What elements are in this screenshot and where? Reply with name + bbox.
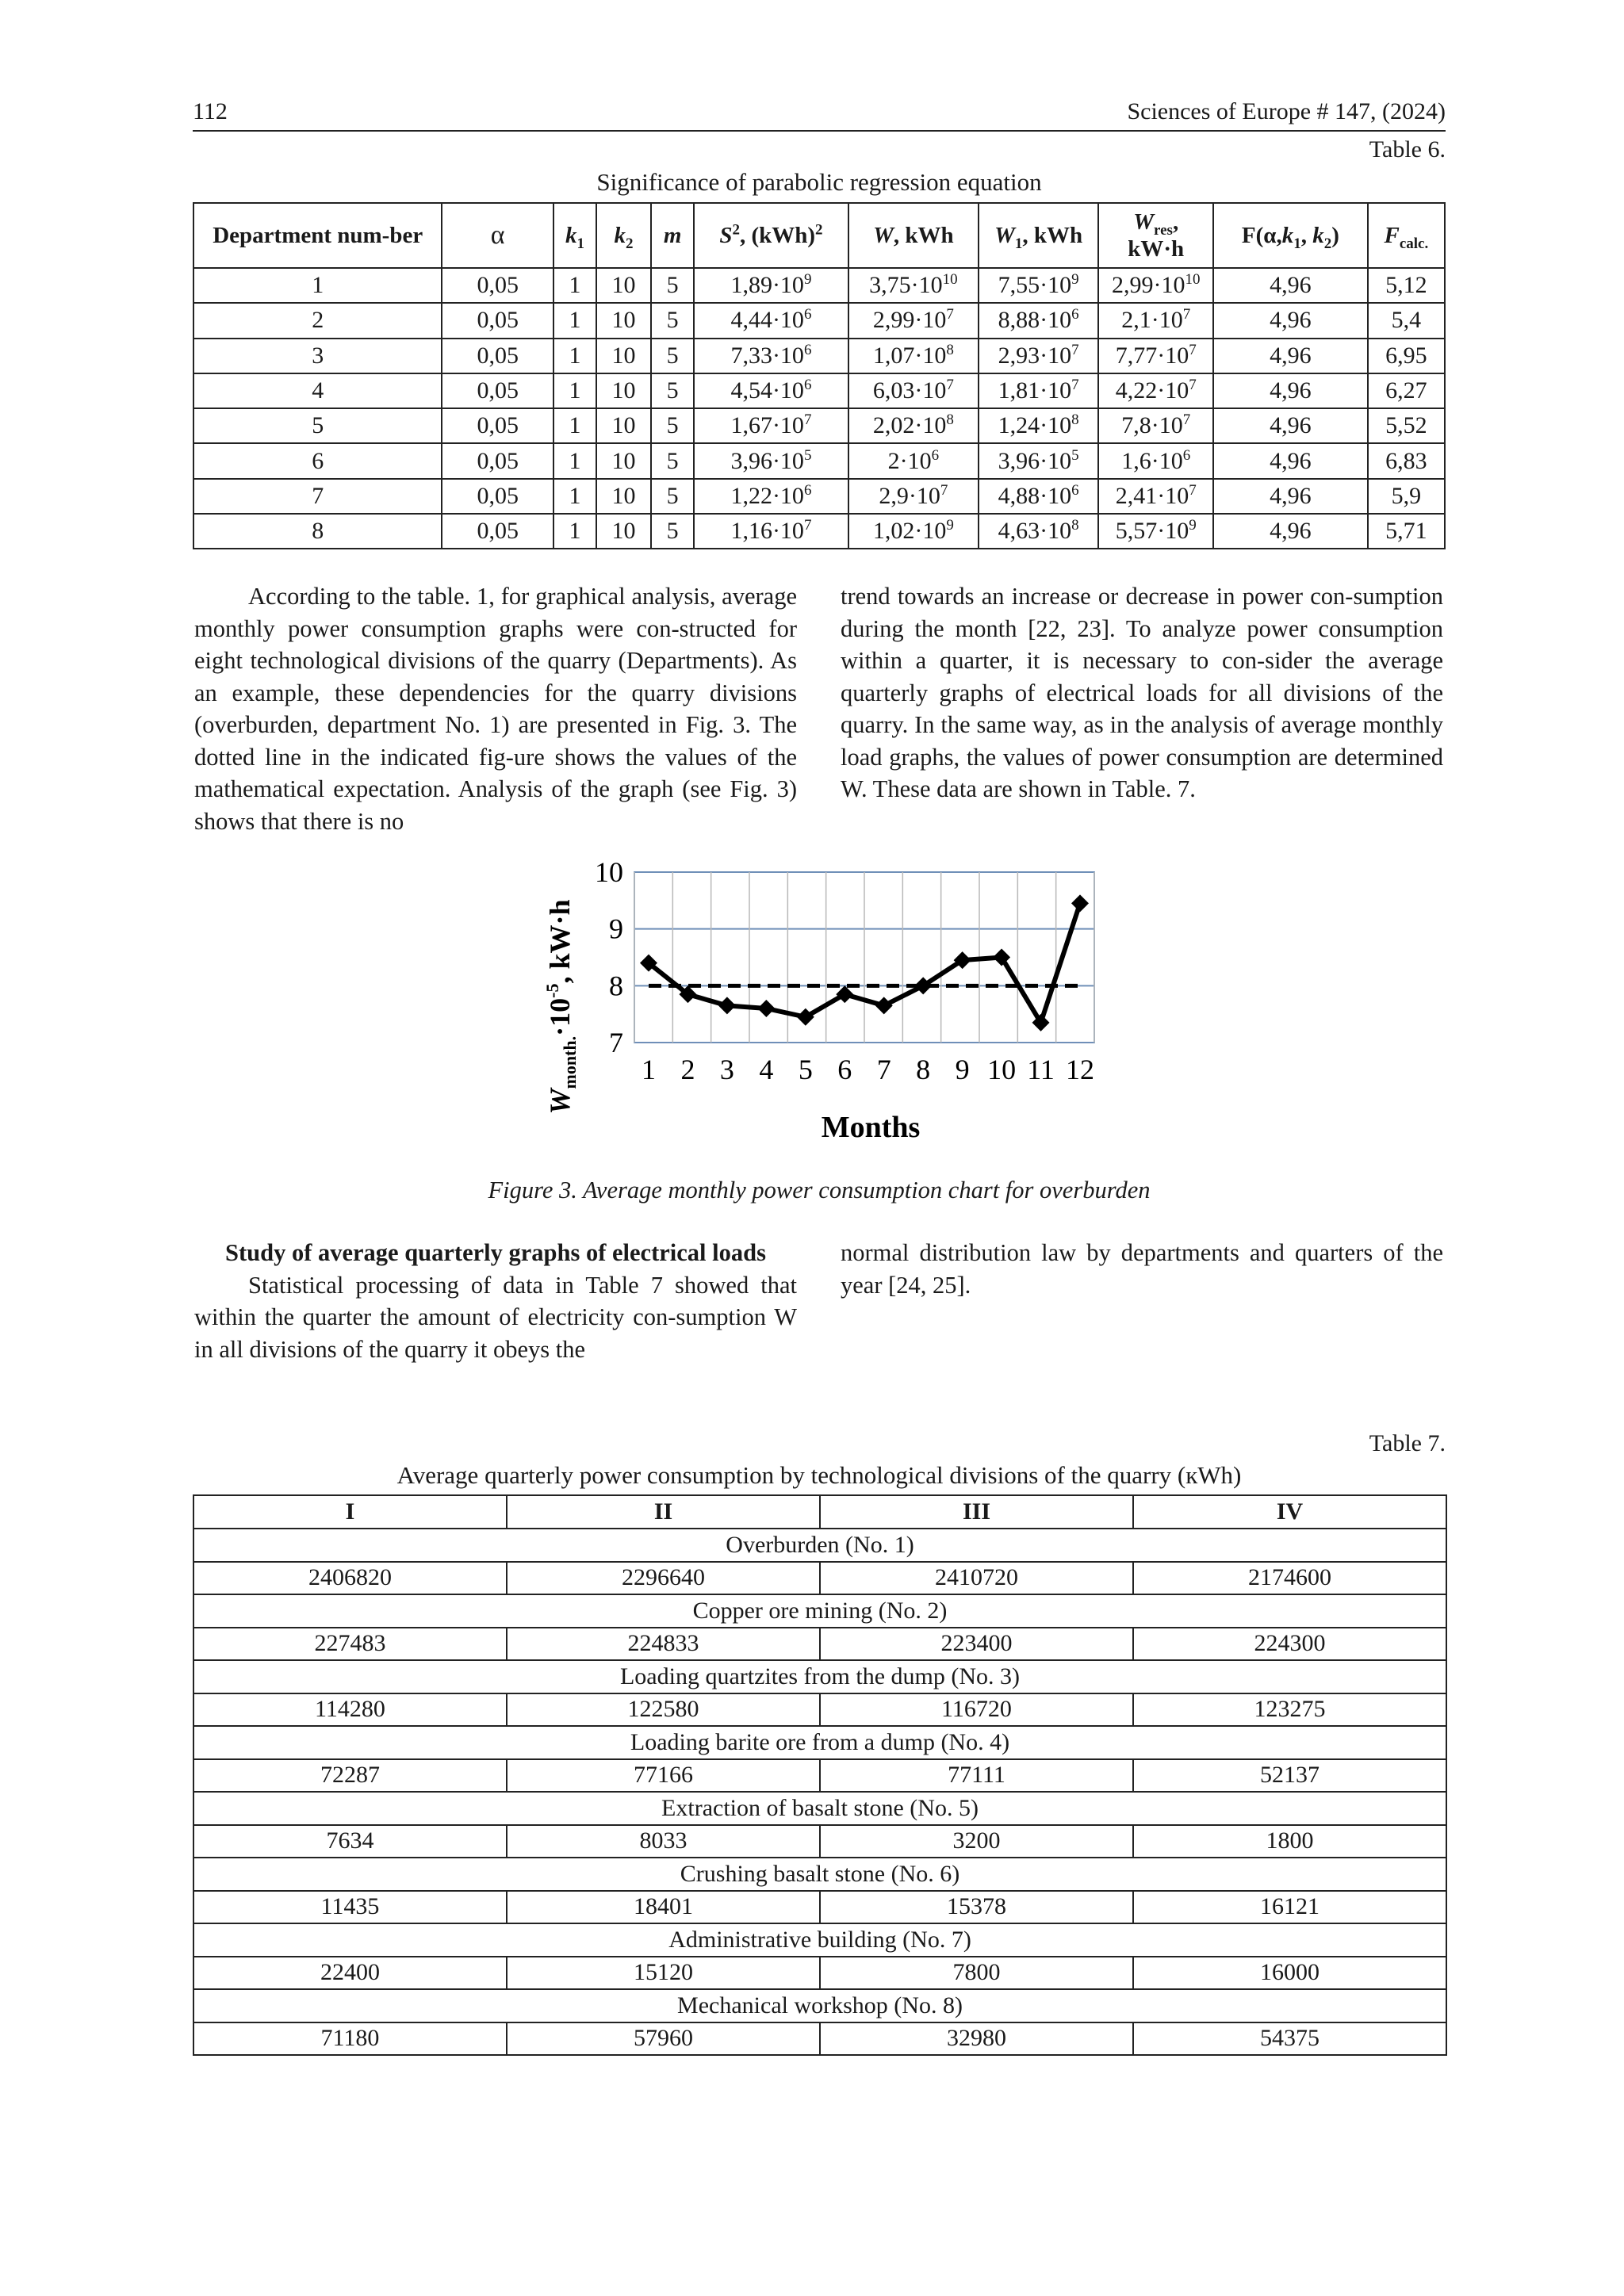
table-cell: 32980 (820, 2022, 1133, 2056)
table-cell: 122580 (507, 1693, 820, 1727)
col-k1: $k_1$ (553, 203, 596, 268)
cell-fcalc: 5,9 (1368, 479, 1445, 514)
cell-fcalc: 5,4 (1368, 303, 1445, 338)
table-cell: 15120 (507, 1957, 820, 1990)
paragraph: According to the table. 1, for graphical analysis, average monthly power consumption graphs were con-structed for eight technological divisions of the quarry (Departments). As an example, these dependencies for the quarry divisions (overburden, department No. 1) are presented in Fig. 3. The dotted line in the indicated fig-ure shows the values of the mathematical expectation. Analysis of the graph (see Fig. 3) shows that there is no (194, 583, 797, 835)
cell-fcalc: 5,71 (1368, 514, 1445, 549)
group-title: Mechanical workshop (No. 8) (193, 1989, 1446, 2022)
table-row (193, 1628, 1446, 1661)
x-tick-label: 9 (955, 1054, 970, 1085)
cell-w1: $8,88\cdot 10^6$ (979, 303, 1098, 338)
group-title: Administrative building (No. 7) (193, 1923, 1446, 1957)
table7-caption: Average quarterly power consumption by technological divisions of the quarry (кWh) (396, 1461, 1242, 1489)
cell-k1: 1 (553, 443, 596, 478)
cell-f: 4,96 (1213, 443, 1368, 478)
table-cell: 16121 (1133, 1891, 1446, 1924)
cell-wres: $4,22\cdot 10^7$ (1098, 373, 1213, 408)
table-row (193, 339, 1445, 373)
cell-fcalc: 6,95 (1368, 339, 1445, 373)
cell-k2: 10 (596, 443, 651, 478)
col-s2: $S^2$, (kWh)$^2$ (694, 203, 848, 268)
table-row (193, 1825, 1446, 1858)
group-row (193, 1923, 1446, 1957)
x-tick-label: 1 (642, 1054, 656, 1085)
table-row (193, 1562, 1446, 1595)
group-row (193, 1989, 1446, 2022)
cell-f: 4,96 (1213, 479, 1368, 514)
table-cell: 2406820 (193, 1562, 507, 1595)
cell-s2: $1,67\cdot 10^7$ (694, 408, 848, 443)
cell-k2: 10 (596, 479, 651, 514)
group-row (193, 1792, 1446, 1825)
col-quarter-1: I (193, 1495, 507, 1529)
group-row (193, 1594, 1446, 1628)
cell-w1: $2,93\cdot 10^7$ (979, 339, 1098, 373)
table-cell: 2174600 (1133, 1562, 1446, 1595)
body-column-right-2 (841, 1237, 1443, 1301)
x-tick-label: 3 (719, 1054, 734, 1085)
section-title: Study of average quarterly graphs of electrical loads (225, 1239, 766, 1266)
table-cell: 224300 (1133, 1628, 1446, 1661)
page-header (193, 97, 1446, 132)
col-f: $F(\alpha,k_1$, $k_2$) (1213, 203, 1368, 268)
table-row (193, 268, 1445, 303)
table6 (193, 202, 1446, 549)
y-tick-label: 9 (609, 913, 623, 945)
cell-dept: 5 (193, 408, 442, 443)
table-row (193, 408, 1445, 443)
table-cell: 57960 (507, 2022, 820, 2056)
y-tick-label: 10 (595, 856, 623, 888)
y-tick-label: 7 (609, 1027, 623, 1058)
cell-dept: 7 (193, 479, 442, 514)
group-title: Extraction of basalt stone (No. 5) (193, 1792, 1446, 1825)
cell-f: 4,96 (1213, 373, 1368, 408)
journal-title: Sciences of Europe # 147, (2024) (1127, 98, 1446, 124)
col-quarter-2: II (507, 1495, 820, 1529)
table7-header-row (193, 1495, 1446, 1529)
group-title: Loading quartzites from the dump (No. 3) (193, 1660, 1446, 1693)
col-alpha: α (442, 203, 553, 268)
col-wres: $W_{res}$, kW·h (1098, 203, 1213, 268)
table7-label: Table 7. (1369, 1430, 1446, 1456)
table-cell: 8033 (507, 1825, 820, 1858)
cell-k2: 10 (596, 339, 651, 373)
figure-caption: Figure 3. Average monthly power consumption chart for overburden (488, 1177, 1151, 1203)
table-row (193, 1759, 1446, 1793)
table-row (193, 303, 1445, 338)
paragraph: Statistical processing of data in Table 7 showed that within the quarter the amount of electricity con-sumption W in all divisions of the quarry it obeys the (194, 1271, 797, 1363)
col-m: m (651, 203, 694, 268)
cell-alpha: 0,05 (442, 443, 553, 478)
body-column-left-2 (194, 1237, 797, 1365)
cell-fcalc: 6,27 (1368, 373, 1445, 408)
cell-m: 5 (651, 479, 694, 514)
group-row (193, 1529, 1446, 1562)
cell-dept: 3 (193, 339, 442, 373)
col-dept: Department num-ber (193, 203, 442, 268)
cell-w: $1,07\cdot 10^8$ (848, 339, 979, 373)
body-column-right (841, 580, 1443, 806)
cell-s2: $4,54\cdot 10^6$ (694, 373, 848, 408)
cell-dept: 8 (193, 514, 442, 549)
cell-fcalc: 5,52 (1368, 408, 1445, 443)
cell-dept: 6 (193, 443, 442, 478)
table-cell: 116720 (820, 1693, 1133, 1727)
data-point (1071, 894, 1089, 912)
table-cell: 123275 (1133, 1693, 1446, 1727)
cell-alpha: 0,05 (442, 373, 553, 408)
table-cell: 2296640 (507, 1562, 820, 1595)
x-tick-label: 7 (876, 1054, 891, 1085)
x-axis-label: Months (821, 1111, 921, 1144)
table-cell: 22400 (193, 1957, 507, 1990)
col-quarter-4: IV (1133, 1495, 1446, 1529)
group-title: Overburden (No. 1) (193, 1529, 1446, 1562)
table-row (193, 2022, 1446, 2056)
data-point (718, 997, 736, 1014)
cell-k1: 1 (553, 514, 596, 549)
table-cell: 54375 (1133, 2022, 1446, 2056)
cell-s2: $3,96\cdot 10^5$ (694, 443, 848, 478)
cell-k1: 1 (553, 373, 596, 408)
cell-alpha: 0,05 (442, 479, 553, 514)
data-point (875, 997, 893, 1014)
cell-wres: $7,77\cdot 10^7$ (1098, 339, 1213, 373)
table6-label: Table 6. (1369, 136, 1446, 163)
table-cell: 77166 (507, 1759, 820, 1793)
table-row (193, 1891, 1446, 1924)
cell-w1: $4,88\cdot 10^6$ (979, 479, 1098, 514)
group-row (193, 1660, 1446, 1693)
table6-caption: Significance of parabolic regression equation (596, 168, 1042, 196)
cell-fcalc: 6,83 (1368, 443, 1445, 478)
cell-m: 5 (651, 408, 694, 443)
cell-w1: $1,81\cdot 10^7$ (979, 373, 1098, 408)
paragraph: trend towards an increase or decrease in power con-sumption during the month [22, 23]. To analyze power consumption within a quarter, it is necessary to con-sider the average quarterly graphs of electrical loads for all divisions of the quarry. In the same way, as in the analysis of average monthly load graphs, the values of power consumption are determined W. These data are shown in Table. 7. (841, 583, 1443, 802)
group-row (193, 1726, 1446, 1759)
cell-f: 4,96 (1213, 303, 1368, 338)
table-cell: 77111 (820, 1759, 1133, 1793)
y-tick-label: 8 (609, 970, 623, 1002)
table-cell: 1800 (1133, 1825, 1446, 1858)
table-cell: 7634 (193, 1825, 507, 1858)
cell-m: 5 (651, 443, 694, 478)
table-row (193, 514, 1445, 549)
cell-m: 5 (651, 303, 694, 338)
col-w1: $W_1$, kWh (979, 203, 1098, 268)
table-cell: 71180 (193, 2022, 507, 2056)
cell-dept: 4 (193, 373, 442, 408)
table-row (193, 1957, 1446, 1990)
cell-s2: $1,22\cdot 10^6$ (694, 479, 848, 514)
table-cell: 223400 (820, 1628, 1133, 1661)
x-tick-label: 10 (987, 1054, 1017, 1085)
cell-dept: 1 (193, 268, 442, 303)
table-cell: 52137 (1133, 1759, 1446, 1793)
cell-wres: $1,6\cdot 10^6$ (1098, 443, 1213, 478)
cell-f: 4,96 (1213, 514, 1368, 549)
cell-f: 4,96 (1213, 408, 1368, 443)
monthly-consumption-chart (531, 848, 1126, 1150)
cell-wres: $2,1\cdot 10^7$ (1098, 303, 1213, 338)
cell-m: 5 (651, 339, 694, 373)
cell-k1: 1 (553, 479, 596, 514)
cell-m: 5 (651, 373, 694, 408)
cell-f: 4,96 (1213, 339, 1368, 373)
cell-fcalc: 5,12 (1368, 268, 1445, 303)
cell-w: $2,99\cdot 10^7$ (848, 303, 979, 338)
table-cell: 15378 (820, 1891, 1133, 1924)
cell-w1: $1,24\cdot 10^8$ (979, 408, 1098, 443)
x-tick-label: 5 (798, 1054, 813, 1085)
group-title: Loading barite ore from a dump (No. 4) (193, 1726, 1446, 1759)
cell-w: $6,03\cdot 10^7$ (848, 373, 979, 408)
x-tick-label: 12 (1066, 1054, 1094, 1085)
cell-alpha: 0,05 (442, 268, 553, 303)
table-cell: 2410720 (820, 1562, 1133, 1595)
col-fcalc: $F_{calc.}$ (1368, 203, 1445, 268)
cell-alpha: 0,05 (442, 514, 553, 549)
group-title: Crushing basalt stone (No. 6) (193, 1858, 1446, 1891)
cell-wres: $7,8\cdot 10^7$ (1098, 408, 1213, 443)
table7 (193, 1494, 1447, 2056)
table-cell: 7800 (820, 1957, 1133, 1990)
cell-k2: 10 (596, 373, 651, 408)
cell-k2: 10 (596, 514, 651, 549)
cell-f: 4,96 (1213, 268, 1368, 303)
cell-w: $2\cdot 10^6$ (848, 443, 979, 478)
table-cell: 18401 (507, 1891, 820, 1924)
cell-alpha: 0,05 (442, 339, 553, 373)
table-cell: 114280 (193, 1693, 507, 1727)
x-tick-label: 4 (759, 1054, 774, 1085)
x-tick-label: 6 (837, 1054, 852, 1085)
cell-wres: $2,41\cdot 10^7$ (1098, 479, 1213, 514)
cell-s2: $1,89\cdot 10^9$ (694, 268, 848, 303)
cell-w: $3,75\cdot 10^{10}$ (848, 268, 979, 303)
cell-alpha: 0,05 (442, 303, 553, 338)
cell-k2: 10 (596, 268, 651, 303)
cell-k1: 1 (553, 339, 596, 373)
col-w: W, kWh (848, 203, 979, 268)
cell-k1: 1 (553, 303, 596, 338)
table-cell: 72287 (193, 1759, 507, 1793)
cell-w: $2,9\cdot 10^7$ (848, 479, 979, 514)
cell-w1: $3,96\cdot 10^5$ (979, 443, 1098, 478)
table-cell: 224833 (507, 1628, 820, 1661)
y-axis-label: $W_{month.}\cdot 10^{-5}$, kW·h (542, 899, 580, 1115)
cell-dept: 2 (193, 303, 442, 338)
col-k2: $k_2$ (596, 203, 651, 268)
table-cell: 227483 (193, 1628, 507, 1661)
cell-w: $2,02\cdot 10^8$ (848, 408, 979, 443)
table-cell: 3200 (820, 1825, 1133, 1858)
group-row (193, 1858, 1446, 1891)
col-quarter-3: III (820, 1495, 1133, 1529)
x-tick-label: 8 (916, 1054, 931, 1085)
cell-alpha: 0,05 (442, 408, 553, 443)
cell-wres: $5,57\cdot 10^9$ (1098, 514, 1213, 549)
page-number: 112 (193, 98, 228, 124)
cell-k1: 1 (553, 408, 596, 443)
paragraph: normal distribution law by departments and quarters of the year [24, 25]. (841, 1239, 1443, 1299)
x-tick-label: 11 (1027, 1054, 1055, 1085)
group-title: Copper ore mining (No. 2) (193, 1594, 1446, 1628)
cell-w: $1,02\cdot 10^9$ (848, 514, 979, 549)
cell-m: 5 (651, 514, 694, 549)
table-cell: 11435 (193, 1891, 507, 1924)
cell-m: 5 (651, 268, 694, 303)
cell-s2: $7,33\cdot 10^6$ (694, 339, 848, 373)
cell-w1: $7,55\cdot 10^9$ (979, 268, 1098, 303)
body-column-left (194, 580, 797, 837)
table-cell: 16000 (1133, 1957, 1446, 1990)
cell-k1: 1 (553, 268, 596, 303)
x-tick-label: 2 (680, 1054, 695, 1085)
cell-wres: $2,99\cdot 10^{10}$ (1098, 268, 1213, 303)
table6-header-row (193, 203, 1445, 268)
table-row (193, 373, 1445, 408)
cell-w1: $4,63\cdot 10^8$ (979, 514, 1098, 549)
cell-s2: $1,16\cdot 10^7$ (694, 514, 848, 549)
table-row (193, 443, 1445, 478)
data-point (757, 1000, 775, 1017)
table-row (193, 1693, 1446, 1727)
cell-s2: $4,44\cdot 10^6$ (694, 303, 848, 338)
cell-k2: 10 (596, 303, 651, 338)
cell-k2: 10 (596, 408, 651, 443)
table-row (193, 479, 1445, 514)
